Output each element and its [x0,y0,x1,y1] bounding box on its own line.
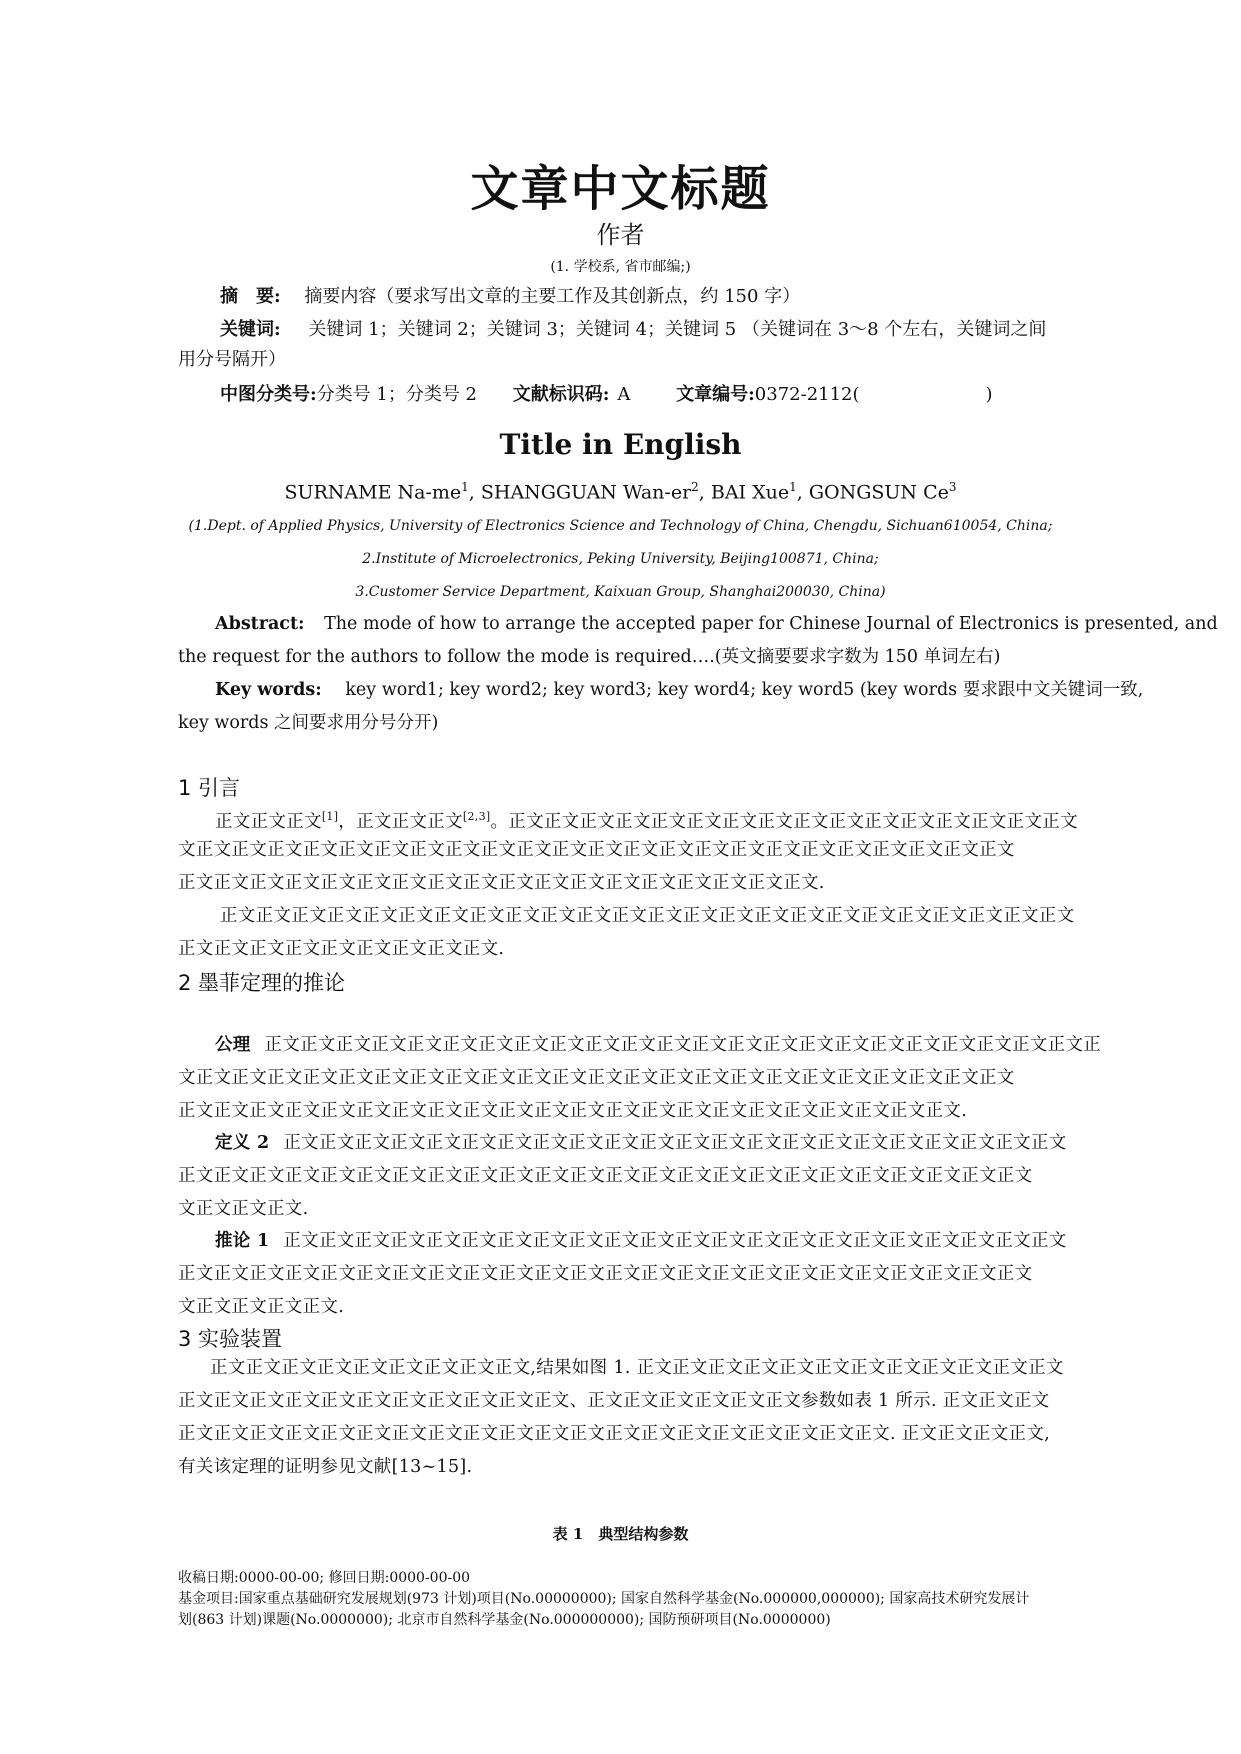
corollary-text-1: 正文正文正文正文正文正文正文正文正文正文正文正文正文正文正文正文正文正文正文正文正文正文 [283,1231,1067,1251]
s1-text-b: ，正文正文正文 [338,811,463,832]
axiom-text-1: 正文正文正文正文正文正文正文正文正文正文正文正文正文正文正文正文正文正文正文正文正文正文正文正 [264,1035,1102,1055]
citation-2-3: [2,3] [462,810,491,823]
abstract-en [215,612,1218,636]
keywords-cn [220,318,1046,342]
citation-1: [1] [321,810,339,823]
definition-line-2: 正文正文正文正文正文正文正文正文正文正文正文正文正文正文正文正文正文正文正文正文正文正文正文正文 [178,1166,1033,1186]
author-en-1: SURNAME Na-me [284,481,462,504]
section-3-line-1: 正文正文正文正文正文正文正文正文正文,结果如图 1. 正文正文正文正文正文正文正文正文正文正文正文正文 [210,1358,1064,1378]
authors-en [0,480,1241,503]
corollary-line-3: 文正文正文正文正文. [178,1297,345,1317]
author-en-3: , BAI Xue [698,481,790,504]
keywords-cn-line1: 关键词 1；关键词 2；关键词 3；关键词 4；关键词 5 （关键词在 3～8 个左右，关键词之间 [308,319,1047,340]
definition-line-3: 文正文正文正文. [178,1199,309,1219]
keywords-cn-line2: 用分号隔开） [178,349,286,370]
author-en-4-affil: 3 [948,480,957,494]
keywords-en [215,678,1143,702]
article-number-label: 文章编号: [676,384,755,405]
paper-title-en: Title in English [499,428,742,461]
section-1-line-3: 正文正文正文正文正文正文正文正文正文正文正文正文正文正文正文正文正文正文. [178,873,825,893]
keywords-en-label: Key words: [215,680,322,700]
s1-text-a: 正文正文正文 [215,811,322,832]
section-3-line-4: 有关该定理的证明参见文献[13~15]. [178,1457,473,1477]
section-3-heading: 3 实验装置 [178,1327,283,1351]
section-3-line-2: 正文正文正文正文正文正文正文正文正文正文正文、正文正文正文正文正文正文参数如表 1 所示. 正文正文正文 [178,1391,1050,1411]
doc-code-value: A [617,384,631,405]
axiom-line-3: 正文正文正文正文正文正文正文正文正文正文正文正文正文正文正文正文正文正文正文正文正文正文. [178,1101,968,1121]
table-1-caption: 表 1 典型结构参数 [552,1525,689,1543]
section-1-line-1 [215,805,1078,834]
classification-line [220,383,993,407]
author-en-2: , SHANGGUAN Wan-er [468,481,692,504]
corollary-line-1 [215,1229,1067,1253]
axiom-label: 公理 [215,1035,251,1055]
corollary-line-2: 正文正文正文正文正文正文正文正文正文正文正文正文正文正文正文正文正文正文正文正文正文正文正文正文 [178,1264,1033,1284]
affiliation-en-3: 3.Customer Service Department, Kaixuan Group, Shanghai200030, China) [355,584,886,600]
abstract-cn [220,285,800,309]
axiom-line-2: 文正文正文正文正文正文正文正文正文正文正文正文正文正文正文正文正文正文正文正文正文正文正文正文 [178,1068,1015,1088]
axiom-line-1 [215,1033,1101,1057]
s1-text-c: 。正文正文正文正文正文正文正文正文正文正文正文正文正文正文正文正文 [490,811,1078,832]
clc-label: 中图分类号: [220,384,317,405]
definition-text-1: 正文正文正文正文正文正文正文正文正文正文正文正文正文正文正文正文正文正文正文正文正文正文 [283,1133,1067,1153]
abstract-en-line2: the request for the authors to follow the mode is required….(英文摘要要求字数为 150 单词左右) [178,647,1001,667]
section-1-heading: 1 引言 [178,776,241,800]
author-en-2-affil: 2 [691,480,699,494]
keywords-en-line1: key word1; key word2; key word3; key word4; key word5 (key words 要求跟中文关键词一致, [345,680,1144,700]
author-en-1-affil: 1 [461,480,469,494]
footnote-funding-line-2: 划(863 计划)课题(No.0000000); 北京市自然科学基金(No.000000000); 国防预研项目(No.0000000) [178,1612,831,1628]
clc-value: 分类号 1；分类号 2 [316,384,478,405]
section-3-line-3: 正文正文正文正文正文正文正文正文正文正文正文正文正文正文正文正文正文正文正文正文. 正文正文正文正文, [178,1424,1050,1444]
corollary-label: 推论 1 [215,1231,270,1251]
section-1-line-4: 正文正文正文正文正文正文正文正文正文正文正文正文正文正文正文正文正文正文正文正文正文正文正文正文 [220,906,1075,926]
keywords-cn-label: 关键词: [220,319,281,340]
keywords-en-line2: key words 之间要求用分号分开) [178,713,439,733]
section-1-line-2: 文正文正文正文正文正文正文正文正文正文正文正文正文正文正文正文正文正文正文正文正文正文正文正文 [178,840,1015,860]
article-number-value: 0372-2112( ) [754,384,993,405]
author-en-3-affil: 1 [789,480,797,494]
affiliation-cn: (1. 学校系, 省市邮编;) [550,259,691,275]
affiliation-en-2: 2.Institute of Microelectronics, Peking University, Beijing100871, China; [362,551,879,567]
paper-title-cn: 文章中文标题 [470,161,771,217]
footnote-funding-line-1: 基金项目:国家重点基础研究发展规划(973 计划)项目(No.00000000); 国家自然科学基金(No.000000,000000); 国家高技术研究发展计 [178,1591,1030,1607]
doc-code-label: 文献标识码: [512,384,610,405]
author-cn: 作者 [596,221,645,249]
definition-label: 定义 2 [215,1133,270,1153]
abstract-cn-text: 摘要内容（要求写出文章的主要工作及其创新点，约 150 字） [304,286,801,307]
affiliation-en-1: (1.Dept. of Applied Physics, University of Electronics Science and Technology of China, Chengdu, Sichuan610054, China; [188,518,1053,534]
footnote-dates: 收稿日期:0000-00-00; 修回日期:0000-00-00 [178,1570,471,1586]
abstract-en-line1: The mode of how to arrange the accepted paper for Chinese Journal of Electronics is presented, and [324,614,1218,634]
definition-line-1 [215,1131,1067,1155]
abstract-en-label: Abstract: [215,614,305,634]
abstract-cn-label: 摘 要: [220,286,281,307]
author-en-4: , GONGSUN Ce [796,481,949,504]
section-1-line-5: 正文正文正文正文正文正文正文正文正文. [178,939,505,959]
section-2-heading: 2 墨菲定理的推论 [178,971,346,995]
